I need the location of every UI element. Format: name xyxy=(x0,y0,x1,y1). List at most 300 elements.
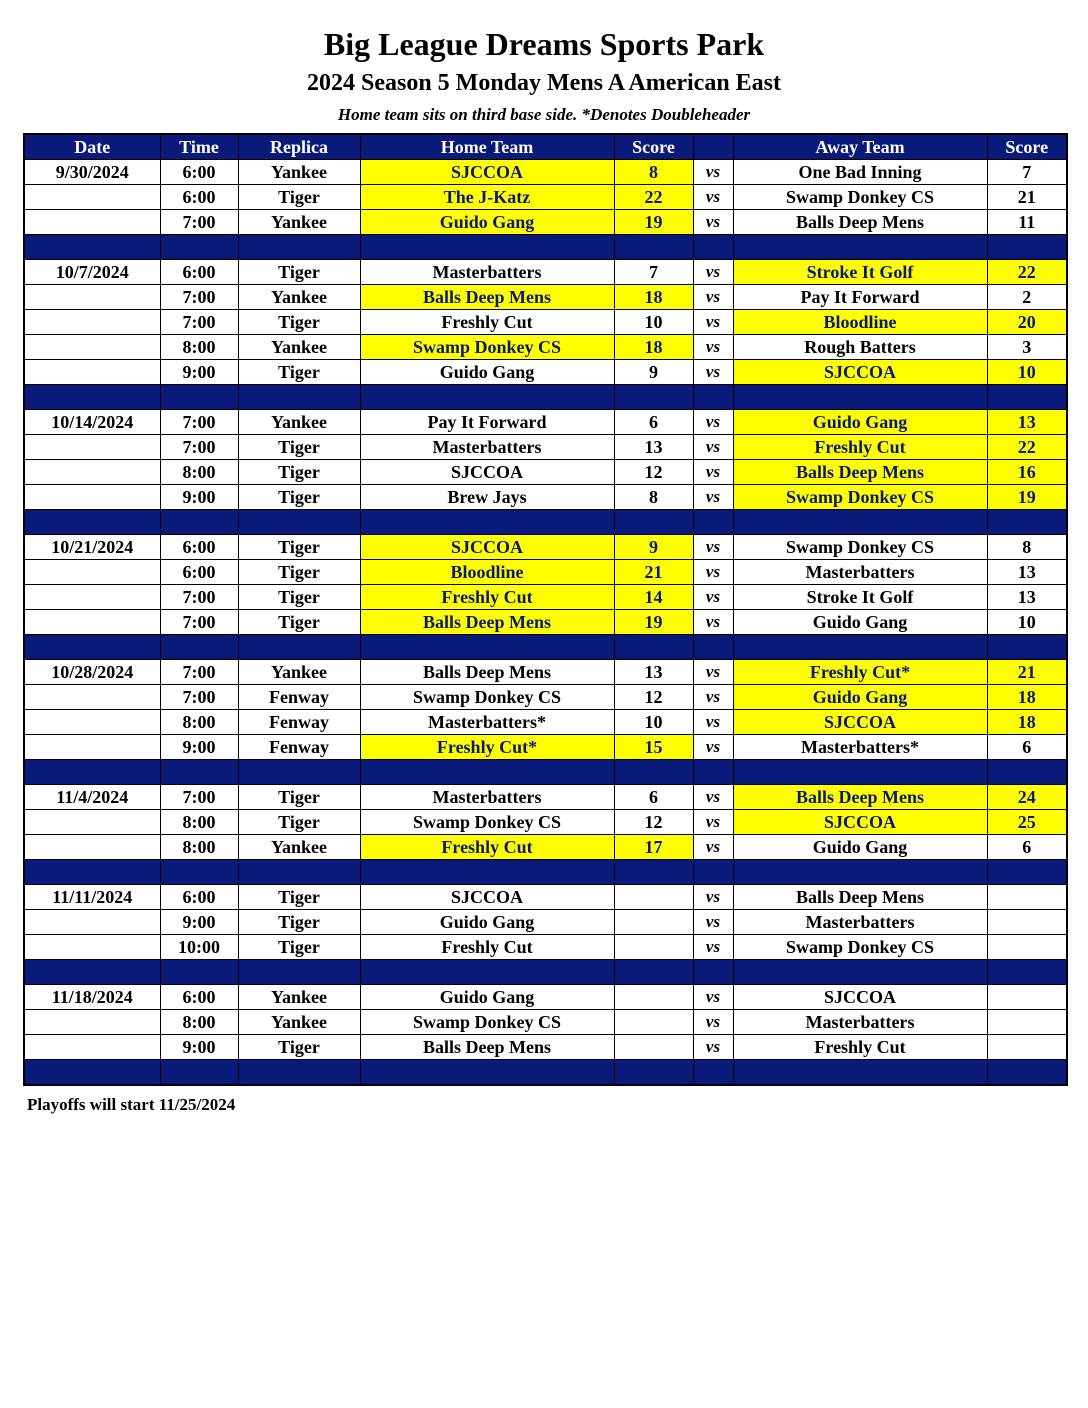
separator-cell xyxy=(360,760,614,785)
away-score: 18 xyxy=(987,685,1067,710)
game-date xyxy=(24,710,160,735)
game-row xyxy=(24,535,1067,560)
vs-label: vs xyxy=(693,685,733,710)
column-header-time: Time xyxy=(160,134,238,160)
game-replica: Tiger xyxy=(238,610,360,635)
separator-cell xyxy=(987,635,1067,660)
away-team: Swamp Donkey CS xyxy=(733,485,987,510)
vs-label: vs xyxy=(693,160,733,185)
away-score: 10 xyxy=(987,360,1067,385)
game-time: 6:00 xyxy=(160,260,238,285)
home-team: Balls Deep Mens xyxy=(360,660,614,685)
game-replica: Tiger xyxy=(238,535,360,560)
home-team: Swamp Donkey CS xyxy=(360,810,614,835)
game-replica: Tiger xyxy=(238,785,360,810)
game-row xyxy=(24,985,1067,1010)
game-time: 9:00 xyxy=(160,485,238,510)
home-team: Masterbatters xyxy=(360,435,614,460)
week-separator-row xyxy=(24,860,1067,885)
game-row xyxy=(24,485,1067,510)
home-team: Freshly Cut xyxy=(360,835,614,860)
schedule-note: Home team sits on third base side. *Denotes Doubleheader xyxy=(337,105,751,124)
home-score: 9 xyxy=(614,535,693,560)
game-replica: Tiger xyxy=(238,1035,360,1060)
vs-label: vs xyxy=(693,460,733,485)
game-row xyxy=(24,735,1067,760)
separator-cell xyxy=(693,235,733,260)
vs-label: vs xyxy=(693,410,733,435)
separator-cell xyxy=(160,1060,238,1086)
vs-label: vs xyxy=(693,885,733,910)
game-date xyxy=(24,810,160,835)
separator-cell xyxy=(987,385,1067,410)
game-replica: Fenway xyxy=(238,710,360,735)
away-score xyxy=(987,1035,1067,1060)
game-time: 6:00 xyxy=(160,185,238,210)
home-team: SJCCOA xyxy=(360,885,614,910)
vs-label: vs xyxy=(693,585,733,610)
column-header-vs xyxy=(693,134,733,160)
game-date: 11/4/2024 xyxy=(24,785,160,810)
week-separator-row xyxy=(24,385,1067,410)
separator-cell xyxy=(733,385,987,410)
week-separator-row xyxy=(24,510,1067,535)
home-score: 10 xyxy=(614,310,693,335)
away-team: Freshly Cut xyxy=(733,1035,987,1060)
vs-label: vs xyxy=(693,835,733,860)
home-team: SJCCOA xyxy=(360,460,614,485)
game-replica: Tiger xyxy=(238,360,360,385)
game-row xyxy=(24,685,1067,710)
separator-cell xyxy=(24,860,160,885)
away-score xyxy=(987,1010,1067,1035)
away-score xyxy=(987,885,1067,910)
game-time: 7:00 xyxy=(160,310,238,335)
vs-label: vs xyxy=(693,985,733,1010)
away-team: SJCCOA xyxy=(733,360,987,385)
home-score xyxy=(614,885,693,910)
separator-cell xyxy=(160,635,238,660)
away-team: Masterbatters xyxy=(733,910,987,935)
home-team: Guido Gang xyxy=(360,210,614,235)
away-score: 10 xyxy=(987,610,1067,635)
page-subtitle: 2024 Season 5 Monday Mens A American East xyxy=(306,70,782,96)
game-date: 9/30/2024 xyxy=(24,160,160,185)
separator-cell xyxy=(693,635,733,660)
home-team: Bloodline xyxy=(360,560,614,585)
game-row xyxy=(24,310,1067,335)
vs-label: vs xyxy=(693,310,733,335)
home-score: 21 xyxy=(614,560,693,585)
game-date xyxy=(24,185,160,210)
separator-cell xyxy=(238,860,360,885)
game-time: 9:00 xyxy=(160,1035,238,1060)
column-header-away-score: Score xyxy=(987,134,1067,160)
separator-cell xyxy=(360,385,614,410)
game-date: 10/21/2024 xyxy=(24,535,160,560)
away-score: 6 xyxy=(987,835,1067,860)
away-score xyxy=(987,935,1067,960)
separator-cell xyxy=(987,1060,1067,1086)
home-score: 19 xyxy=(614,210,693,235)
home-score: 15 xyxy=(614,735,693,760)
home-team: Masterbatters* xyxy=(360,710,614,735)
separator-cell xyxy=(733,510,987,535)
home-team: SJCCOA xyxy=(360,160,614,185)
vs-label: vs xyxy=(693,1010,733,1035)
game-replica: Tiger xyxy=(238,485,360,510)
away-team: Guido Gang xyxy=(733,410,987,435)
away-score: 13 xyxy=(987,410,1067,435)
vs-label: vs xyxy=(693,660,733,685)
vs-label: vs xyxy=(693,485,733,510)
game-replica: Yankee xyxy=(238,285,360,310)
home-score: 13 xyxy=(614,435,693,460)
game-time: 9:00 xyxy=(160,910,238,935)
game-row xyxy=(24,260,1067,285)
away-score: 21 xyxy=(987,660,1067,685)
separator-cell xyxy=(24,635,160,660)
game-date xyxy=(24,910,160,935)
game-row xyxy=(24,935,1067,960)
separator-cell xyxy=(733,960,987,985)
vs-label: vs xyxy=(693,285,733,310)
home-team: Guido Gang xyxy=(360,910,614,935)
game-row xyxy=(24,785,1067,810)
game-row xyxy=(24,410,1067,435)
schedule-body xyxy=(24,160,1067,1086)
game-date: 10/14/2024 xyxy=(24,410,160,435)
home-team: The J-Katz xyxy=(360,185,614,210)
vs-label: vs xyxy=(693,185,733,210)
game-row xyxy=(24,335,1067,360)
separator-cell xyxy=(614,860,693,885)
away-score: 7 xyxy=(987,160,1067,185)
away-score: 13 xyxy=(987,560,1067,585)
away-score: 6 xyxy=(987,735,1067,760)
home-score: 13 xyxy=(614,660,693,685)
game-date xyxy=(24,1010,160,1035)
game-date xyxy=(24,310,160,335)
home-score: 7 xyxy=(614,260,693,285)
separator-cell xyxy=(733,1060,987,1086)
vs-label: vs xyxy=(693,935,733,960)
home-score: 8 xyxy=(614,160,693,185)
game-date xyxy=(24,460,160,485)
game-replica: Yankee xyxy=(238,160,360,185)
home-team: Guido Gang xyxy=(360,360,614,385)
separator-cell xyxy=(614,510,693,535)
vs-label: vs xyxy=(693,735,733,760)
week-separator-row xyxy=(24,635,1067,660)
game-row xyxy=(24,160,1067,185)
away-team: Masterbatters xyxy=(733,1010,987,1035)
away-team: Stroke It Golf xyxy=(733,585,987,610)
week-separator-row xyxy=(24,235,1067,260)
vs-label: vs xyxy=(693,810,733,835)
home-team: Swamp Donkey CS xyxy=(360,1010,614,1035)
separator-cell xyxy=(238,385,360,410)
column-header-replica: Replica xyxy=(238,134,360,160)
playoffs-note: Playoffs will start 11/25/2024 xyxy=(27,1095,236,1114)
separator-cell xyxy=(614,960,693,985)
week-separator-row xyxy=(24,760,1067,785)
game-row xyxy=(24,1035,1067,1060)
separator-cell xyxy=(160,760,238,785)
separator-cell xyxy=(987,760,1067,785)
game-row xyxy=(24,885,1067,910)
game-row xyxy=(24,610,1067,635)
game-replica: Tiger xyxy=(238,810,360,835)
game-date xyxy=(24,335,160,360)
game-time: 7:00 xyxy=(160,435,238,460)
game-row xyxy=(24,810,1067,835)
game-replica: Tiger xyxy=(238,185,360,210)
game-date xyxy=(24,210,160,235)
home-team: Guido Gang xyxy=(360,985,614,1010)
separator-cell xyxy=(614,385,693,410)
vs-label: vs xyxy=(693,260,733,285)
game-replica: Fenway xyxy=(238,685,360,710)
game-date: 10/7/2024 xyxy=(24,260,160,285)
separator-cell xyxy=(987,510,1067,535)
game-row xyxy=(24,660,1067,685)
away-score: 24 xyxy=(987,785,1067,810)
home-team: SJCCOA xyxy=(360,535,614,560)
game-time: 9:00 xyxy=(160,735,238,760)
away-team: Balls Deep Mens xyxy=(733,460,987,485)
home-score: 12 xyxy=(614,810,693,835)
home-score: 9 xyxy=(614,360,693,385)
separator-cell xyxy=(733,235,987,260)
home-score: 10 xyxy=(614,710,693,735)
away-team: Swamp Donkey CS xyxy=(733,185,987,210)
game-row xyxy=(24,435,1067,460)
game-date xyxy=(24,285,160,310)
game-date: 10/28/2024 xyxy=(24,660,160,685)
column-header-home-team: Home Team xyxy=(360,134,614,160)
home-score: 17 xyxy=(614,835,693,860)
game-time: 8:00 xyxy=(160,810,238,835)
home-team: Freshly Cut xyxy=(360,935,614,960)
separator-cell xyxy=(733,635,987,660)
game-date xyxy=(24,935,160,960)
separator-cell xyxy=(238,1060,360,1086)
vs-label: vs xyxy=(693,360,733,385)
separator-cell xyxy=(238,960,360,985)
separator-cell xyxy=(733,860,987,885)
away-team: Guido Gang xyxy=(733,685,987,710)
vs-label: vs xyxy=(693,335,733,360)
vs-label: vs xyxy=(693,710,733,735)
away-team: SJCCOA xyxy=(733,710,987,735)
separator-cell xyxy=(614,1060,693,1086)
game-replica: Yankee xyxy=(238,985,360,1010)
separator-cell xyxy=(360,510,614,535)
game-replica: Yankee xyxy=(238,835,360,860)
game-time: 8:00 xyxy=(160,835,238,860)
away-score: 19 xyxy=(987,485,1067,510)
away-score: 11 xyxy=(987,210,1067,235)
game-row xyxy=(24,1010,1067,1035)
away-team: Guido Gang xyxy=(733,835,987,860)
separator-cell xyxy=(160,960,238,985)
away-score: 8 xyxy=(987,535,1067,560)
game-time: 6:00 xyxy=(160,160,238,185)
separator-cell xyxy=(733,760,987,785)
game-row xyxy=(24,185,1067,210)
column-header-home-score: Score xyxy=(614,134,693,160)
home-team: Swamp Donkey CS xyxy=(360,335,614,360)
week-separator-row xyxy=(24,960,1067,985)
away-score: 2 xyxy=(987,285,1067,310)
home-score: 14 xyxy=(614,585,693,610)
game-replica: Tiger xyxy=(238,310,360,335)
home-score: 22 xyxy=(614,185,693,210)
game-date xyxy=(24,360,160,385)
separator-cell xyxy=(693,1060,733,1086)
home-team: Masterbatters xyxy=(360,260,614,285)
away-team: Pay It Forward xyxy=(733,285,987,310)
page-title: Big League Dreams Sports Park xyxy=(323,26,765,62)
separator-cell xyxy=(24,235,160,260)
game-replica: Tiger xyxy=(238,260,360,285)
home-team: Balls Deep Mens xyxy=(360,610,614,635)
away-team: Freshly Cut* xyxy=(733,660,987,685)
game-time: 9:00 xyxy=(160,360,238,385)
game-replica: Tiger xyxy=(238,585,360,610)
game-row xyxy=(24,910,1067,935)
home-score: 6 xyxy=(614,410,693,435)
separator-cell xyxy=(693,860,733,885)
vs-label: vs xyxy=(693,435,733,460)
game-replica: Tiger xyxy=(238,560,360,585)
game-replica: Fenway xyxy=(238,735,360,760)
home-team: Freshly Cut xyxy=(360,585,614,610)
away-team: Bloodline xyxy=(733,310,987,335)
separator-cell xyxy=(360,860,614,885)
home-team: Masterbatters xyxy=(360,785,614,810)
home-score xyxy=(614,935,693,960)
game-replica: Yankee xyxy=(238,210,360,235)
away-team: Balls Deep Mens xyxy=(733,210,987,235)
game-row xyxy=(24,835,1067,860)
game-time: 6:00 xyxy=(160,885,238,910)
home-score: 18 xyxy=(614,285,693,310)
home-team: Swamp Donkey CS xyxy=(360,685,614,710)
game-time: 8:00 xyxy=(160,335,238,360)
game-date: 11/18/2024 xyxy=(24,985,160,1010)
game-replica: Tiger xyxy=(238,460,360,485)
separator-cell xyxy=(238,635,360,660)
away-team: SJCCOA xyxy=(733,985,987,1010)
separator-cell xyxy=(614,635,693,660)
game-date xyxy=(24,435,160,460)
game-replica: Tiger xyxy=(238,885,360,910)
vs-label: vs xyxy=(693,535,733,560)
home-score: 8 xyxy=(614,485,693,510)
away-team: SJCCOA xyxy=(733,810,987,835)
separator-cell xyxy=(360,635,614,660)
separator-cell xyxy=(160,860,238,885)
game-row xyxy=(24,285,1067,310)
game-time: 7:00 xyxy=(160,785,238,810)
away-score: 16 xyxy=(987,460,1067,485)
table-header-row xyxy=(24,134,1067,160)
away-score: 3 xyxy=(987,335,1067,360)
game-date xyxy=(24,685,160,710)
game-row xyxy=(24,460,1067,485)
away-team: Guido Gang xyxy=(733,610,987,635)
home-score: 6 xyxy=(614,785,693,810)
game-row xyxy=(24,360,1067,385)
game-date xyxy=(24,585,160,610)
away-score: 20 xyxy=(987,310,1067,335)
vs-label: vs xyxy=(693,1035,733,1060)
game-time: 7:00 xyxy=(160,585,238,610)
home-team: Freshly Cut* xyxy=(360,735,614,760)
home-score xyxy=(614,910,693,935)
away-team: Balls Deep Mens xyxy=(733,785,987,810)
separator-cell xyxy=(614,760,693,785)
away-team: Freshly Cut xyxy=(733,435,987,460)
home-team: Balls Deep Mens xyxy=(360,285,614,310)
week-separator-row xyxy=(24,1060,1067,1086)
vs-label: vs xyxy=(693,560,733,585)
away-team: Masterbatters xyxy=(733,560,987,585)
away-team: Rough Batters xyxy=(733,335,987,360)
game-time: 7:00 xyxy=(160,410,238,435)
away-team: Masterbatters* xyxy=(733,735,987,760)
home-team: Balls Deep Mens xyxy=(360,1035,614,1060)
game-date xyxy=(24,1035,160,1060)
schedule-table xyxy=(23,133,1068,1086)
away-team: Balls Deep Mens xyxy=(733,885,987,910)
separator-cell xyxy=(160,510,238,535)
away-team: Swamp Donkey CS xyxy=(733,935,987,960)
separator-cell xyxy=(24,1060,160,1086)
separator-cell xyxy=(360,960,614,985)
game-time: 7:00 xyxy=(160,285,238,310)
separator-cell xyxy=(238,510,360,535)
vs-label: vs xyxy=(693,785,733,810)
home-score xyxy=(614,1010,693,1035)
game-time: 8:00 xyxy=(160,460,238,485)
away-score xyxy=(987,985,1067,1010)
away-team: One Bad Inning xyxy=(733,160,987,185)
home-score xyxy=(614,1035,693,1060)
away-score: 18 xyxy=(987,710,1067,735)
game-date xyxy=(24,485,160,510)
home-score: 19 xyxy=(614,610,693,635)
game-replica: Yankee xyxy=(238,335,360,360)
separator-cell xyxy=(987,235,1067,260)
game-date xyxy=(24,560,160,585)
home-score: 18 xyxy=(614,335,693,360)
vs-label: vs xyxy=(693,610,733,635)
separator-cell xyxy=(360,235,614,260)
game-date xyxy=(24,835,160,860)
home-team: Brew Jays xyxy=(360,485,614,510)
game-time: 6:00 xyxy=(160,985,238,1010)
game-row xyxy=(24,585,1067,610)
separator-cell xyxy=(987,860,1067,885)
game-time: 8:00 xyxy=(160,710,238,735)
game-time: 8:00 xyxy=(160,1010,238,1035)
separator-cell xyxy=(693,385,733,410)
column-header-away-team: Away Team xyxy=(733,134,987,160)
game-time: 7:00 xyxy=(160,685,238,710)
